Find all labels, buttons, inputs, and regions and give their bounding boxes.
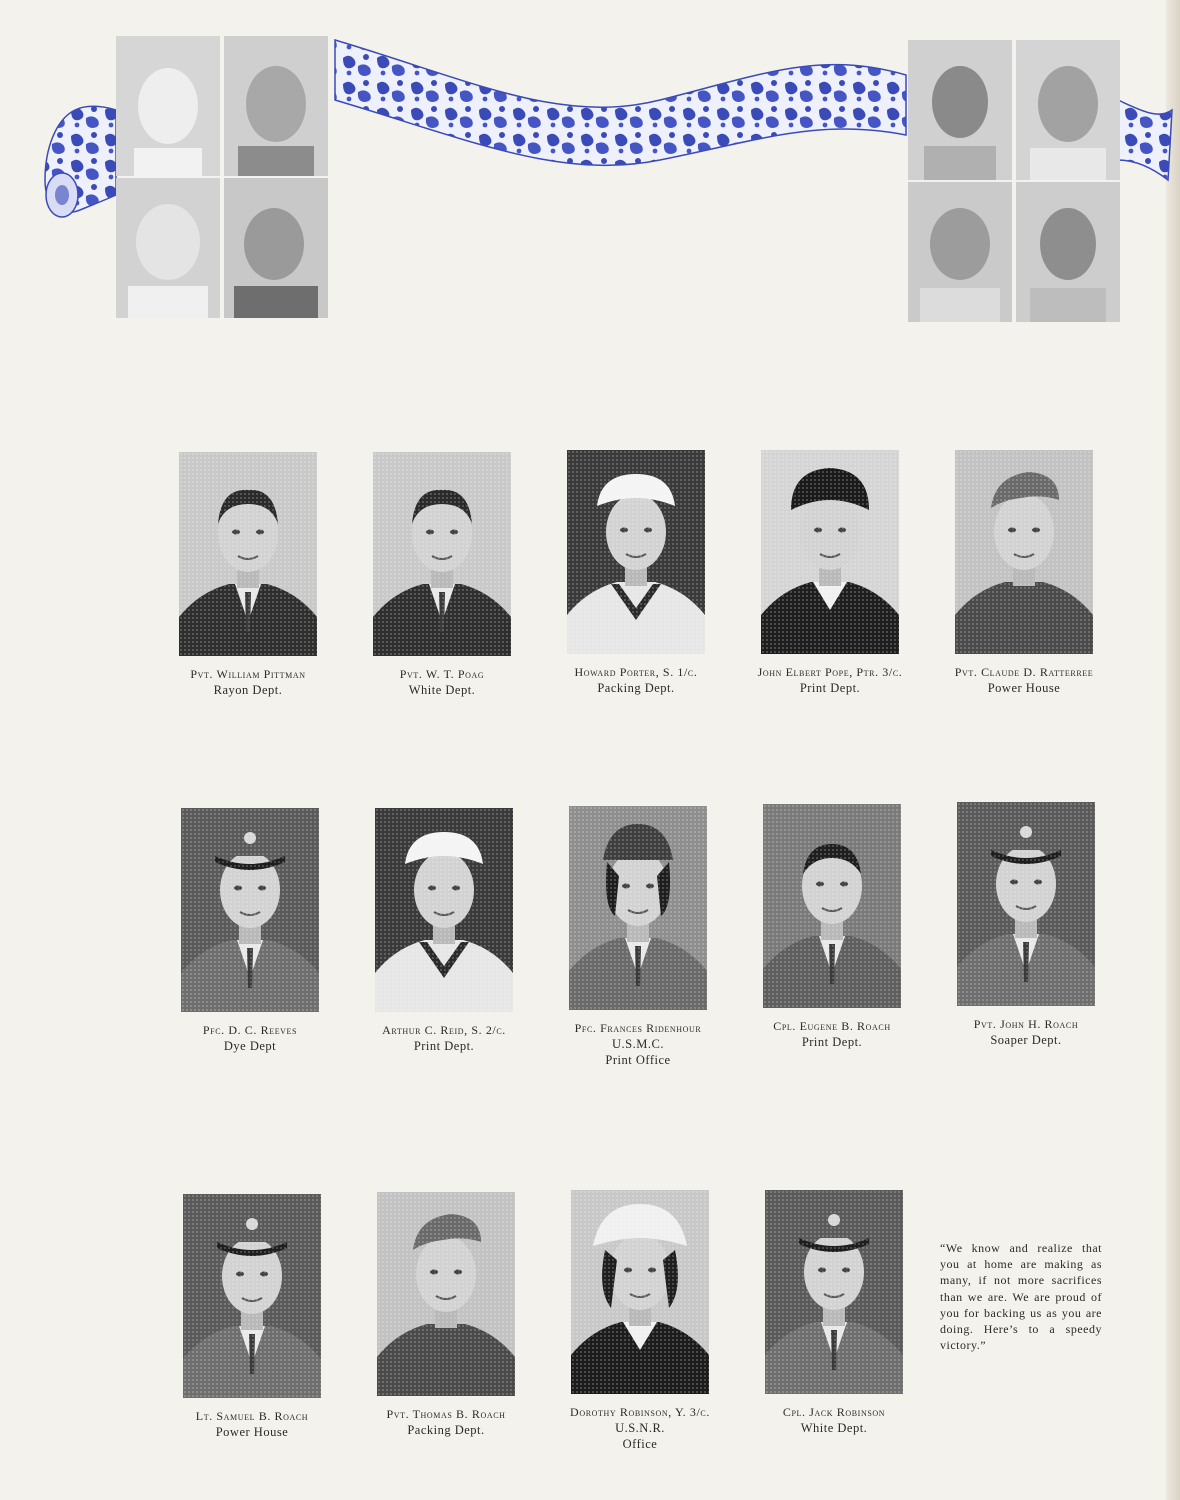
portrait-card [934, 450, 1114, 696]
department-line: White Dept. [408, 683, 476, 697]
header-portrait [908, 182, 1012, 322]
portrait-photo [377, 1192, 515, 1396]
portrait-photo [567, 450, 705, 654]
portrait-card [354, 808, 534, 1054]
portrait-card [546, 450, 726, 696]
person-name: Pfc. D. C. Reeves [202, 1023, 298, 1037]
department-line: Print Office [605, 1053, 671, 1067]
portrait-silhouette [373, 452, 511, 656]
portrait-photo [375, 808, 513, 1012]
person-name: Arthur C. Reid, S. 2/c. [382, 1023, 506, 1037]
header-portrait [224, 178, 328, 318]
department-line: Print Dept. [413, 1039, 475, 1053]
department-line: Soaper Dept. [990, 1033, 1062, 1047]
portrait-photo [765, 1190, 903, 1394]
portrait-silhouette [375, 808, 513, 1012]
portrait-card [160, 808, 340, 1054]
portrait-card [744, 1190, 924, 1436]
portrait-silhouette [567, 450, 705, 654]
person-name: Howard Porter, S. 1/c. [574, 665, 698, 679]
department-line: Power House [215, 1425, 289, 1439]
portrait-silhouette [179, 452, 317, 656]
portrait-card [352, 452, 532, 698]
portrait-card [356, 1192, 536, 1438]
portrait-photo [569, 806, 707, 1010]
portrait-card [550, 1190, 730, 1452]
header-portrait [908, 40, 1012, 180]
person-name: Pvt. John H. Roach [973, 1017, 1079, 1031]
portrait-card [742, 804, 922, 1050]
person-name: Pvt. Thomas B. Roach [386, 1407, 506, 1421]
department-line: Rayon Dept. [213, 683, 283, 697]
person-name: Pvt. Claude D. Ratterree [954, 665, 1094, 679]
portrait-silhouette [957, 802, 1095, 1006]
header-portrait [224, 36, 328, 176]
portrait-silhouette [181, 808, 319, 1012]
header-portrait [1016, 182, 1120, 322]
portrait-silhouette [761, 450, 899, 654]
person-name: Cpl. Eugene B. Roach [773, 1019, 891, 1033]
portrait-silhouette [571, 1190, 709, 1394]
portrait-silhouette [183, 1194, 321, 1398]
person-name: Cpl. Jack Robinson [782, 1405, 886, 1419]
portrait-photo [183, 1194, 321, 1398]
branch-line: U.S.N.R. [615, 1421, 665, 1435]
portrait-card [162, 1194, 342, 1440]
department-line: Print Dept. [799, 681, 861, 695]
portrait-photo [571, 1190, 709, 1394]
portrait-card [158, 452, 338, 698]
header-portrait [1016, 40, 1120, 180]
portrait-silhouette [569, 806, 707, 1010]
portrait-card [740, 450, 920, 696]
portrait-card [548, 806, 728, 1068]
portrait-photo [761, 450, 899, 654]
person-name: Dorothy Robinson, Y. 3/c. [570, 1405, 710, 1419]
department-line: Print Dept. [801, 1035, 863, 1049]
portrait-silhouette [955, 450, 1093, 654]
person-name: John Elbert Pope, Ptr. 3/c. [757, 665, 903, 679]
portrait-photo [181, 808, 319, 1012]
portrait-photo [763, 804, 901, 1008]
portrait-photo [955, 450, 1093, 654]
person-name: Pfc. Frances Ridenhour [574, 1021, 702, 1035]
portrait-card [936, 802, 1116, 1048]
person-name: Lt. Samuel B. Roach [195, 1409, 309, 1423]
department-line: White Dept. [800, 1421, 868, 1435]
department-line: Packing Dept. [407, 1423, 485, 1437]
portrait-photo [179, 452, 317, 656]
header-portrait [116, 178, 220, 318]
person-name: Pvt. W. T. Poag [399, 667, 485, 681]
person-name: Pvt. William Pittman [190, 667, 306, 681]
department-line: Office [622, 1437, 658, 1451]
branch-line: U.S.M.C. [612, 1037, 664, 1051]
department-line: Dye Dept [223, 1039, 277, 1053]
portrait-silhouette [377, 1192, 515, 1396]
quote-text: “We know and realize that you at home are making as many, if not more sacrifices than we are. We are proud of you for backing us as you are doing. Here’s to a speedy victory.” [940, 1241, 1102, 1353]
portrait-photo [373, 452, 511, 656]
portrait-silhouette [765, 1190, 903, 1394]
department-line: Packing Dept. [597, 681, 675, 695]
department-line: Power House [987, 681, 1061, 695]
portrait-silhouette [763, 804, 901, 1008]
portrait-photo [957, 802, 1095, 1006]
header-portrait [116, 36, 220, 176]
